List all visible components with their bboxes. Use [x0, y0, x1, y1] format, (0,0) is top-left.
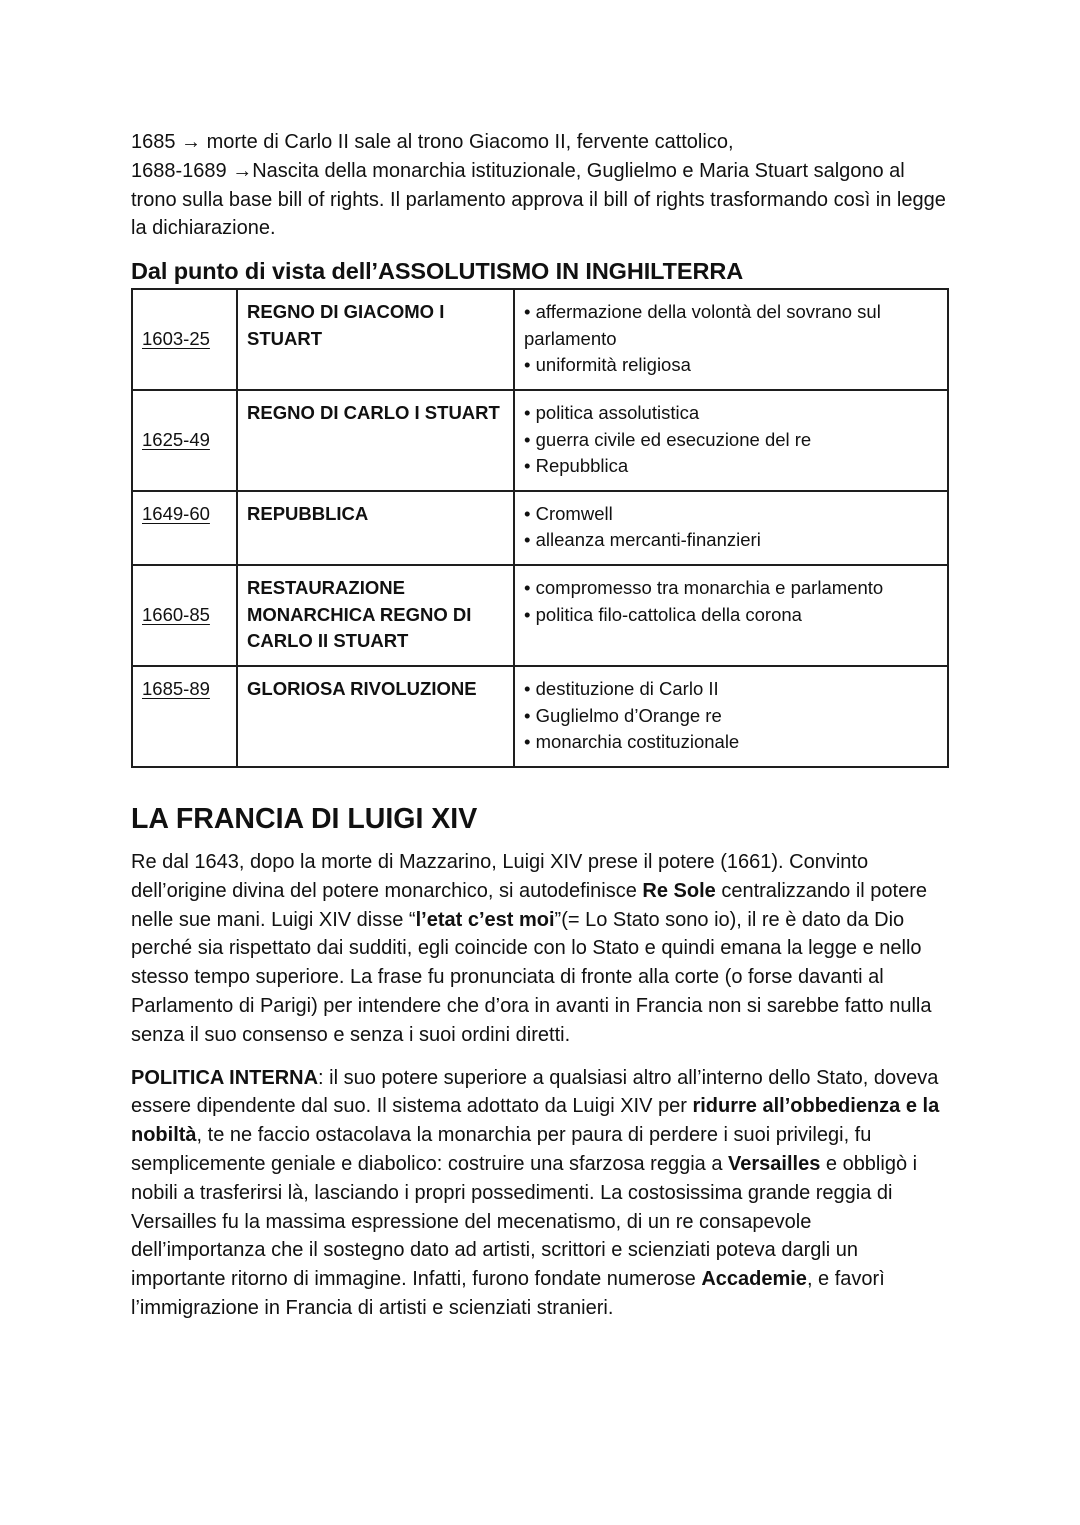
date-link[interactable]: 1625-49 [142, 428, 210, 450]
bullet-item: • alleanza mercanti-finanzieri [524, 529, 761, 551]
table-row [132, 666, 948, 767]
date-cell [132, 565, 237, 666]
period-title: RESTAURAZIONE MONARCHICA REGNO DI CARLO II STUART [247, 576, 472, 652]
bullet-item: • destituzione di Carlo II [524, 677, 719, 699]
text-run: centralizzando il potere nelle sue mani. Luigi XIV disse “ [131, 879, 927, 931]
bullet-item: • affermazione della volontà del sovrano sul parlamento [524, 301, 881, 349]
bullet-item: • Guglielmo d’Orange re [524, 704, 722, 726]
date-cell [132, 491, 237, 565]
intro-block [131, 128, 951, 243]
bullet-item: • compromesso tra monarchia e parlamento [524, 576, 884, 598]
notes-cell [514, 491, 948, 565]
bullet-item: • Repubblica [524, 455, 629, 477]
title-cell [237, 390, 514, 491]
table-row [132, 289, 948, 390]
intro-line-1688: 1688-1689 →Nascita della monarchia istituzionale, Guglielmo e Maria Stuart salgono al trono sulla base bill of rights. Il parlamento approva il bill of rights trasformando così in legge la dichiarazione. [131, 159, 946, 240]
table-row [132, 491, 948, 565]
table-row [132, 390, 948, 491]
bold-re-sole: Re Sole [642, 879, 716, 902]
bold-quote: l’etat c’est moi [415, 908, 555, 931]
period-title: REPUBBLICA [247, 502, 369, 524]
title-cell [237, 491, 514, 565]
period-title: REGNO DI GIACOMO I STUART [247, 301, 445, 349]
bullet-item: • politica assolutistica [524, 401, 700, 423]
period-title: REGNO DI CARLO I STUART [247, 401, 500, 423]
notes-cell [514, 289, 948, 390]
title-cell [237, 289, 514, 390]
notes-cell [514, 390, 948, 491]
paragraph-politica-interna [131, 1064, 951, 1323]
bullet-item: • uniformità religiosa [524, 354, 691, 376]
bold-ridurre: ridurre all’obbedienza e la nobiltà [131, 1095, 940, 1147]
section-title-francia: LA FRANCIA DI LUIGI XIV [131, 802, 478, 835]
text-run: ”(= Lo Stato sono io), il re è dato da Dio perché sia rispettato dai sudditi, egli coincide con lo Stato e quindi emana la legge e nello stesso tempo superiore. La frase fu pronunciata di fronte alla corte (o forse davanti al Parlamento di Parigi) per intendere che d’ora in avanti in Francia non si sarebbe fatto nulla senza il suo consenso e senza i suoi ordini diretti. [131, 908, 932, 1046]
document-page [131, 128, 951, 1323]
text-run: , te ne faccio ostacolava la monarchia per paura di perdere i suoi privilegi, fu semplicemente geniale e diabolico: costruire una sfarzosa reggia a [131, 1124, 872, 1175]
period-title: GLORIOSA RIVOLUZIONE [247, 677, 477, 699]
subheading-absolutism-england: Dal punto di vista dell’ASSOLUTISMO IN INGHILTERRA [131, 258, 744, 285]
intro-line-1685: 1685 → morte di Carlo II sale al trono Giacomo II, fervente cattolico, [131, 131, 734, 153]
date-cell [132, 289, 237, 390]
absolutism-timeline-table [131, 288, 949, 768]
text-run: , e favorì l’immigrazione in Francia di artisti e scienziati stranieri. [131, 1268, 885, 1319]
text-run: Re dal 1643, dopo la morte di Mazzarino, Luigi XIV prese il potere (1661). Convinto dell’origine divina del potere monarchico, si autodefinisce [131, 850, 869, 902]
text-run: : il suo potere superiore a qualsiasi altro all’interno dello Stato, doveva essere dipendente dal suo. Il sistema adottato da Luigi XIV per [131, 1066, 939, 1118]
text-run: e obbligò i nobili a trasferirsi là, lasciando i propri possedimenti. La costosissima grande reggia di Versailles fu la massima espressione del mecenatismo, di un re consapevole dell’importanza che il sostegno dato ad artisti, scrittori e scienziati poteva dargli un importante ritorno di immagine. Infatti, furono fondate numerose [131, 1152, 918, 1291]
date-cell [132, 390, 237, 491]
date-link[interactable]: 1603-25 [142, 327, 210, 349]
bullet-item: • guerra civile ed esecuzione del re [524, 428, 812, 450]
bullet-item: • monarchia costituzionale [524, 731, 740, 753]
notes-cell [514, 565, 948, 666]
bold-versailles: Versailles [728, 1152, 821, 1175]
title-cell [237, 666, 514, 767]
bold-politica-interna: POLITICA INTERNA [131, 1066, 319, 1089]
bold-accademie: Accademie [701, 1268, 807, 1291]
notes-cell [514, 666, 948, 767]
paragraph-luigi-xiv [131, 848, 951, 1050]
bullet-item: • Cromwell [524, 502, 613, 524]
date-link[interactable]: 1649-60 [142, 502, 210, 524]
table-row [132, 565, 948, 666]
date-link[interactable]: 1685-89 [142, 677, 210, 699]
date-cell [132, 666, 237, 767]
title-cell [237, 565, 514, 666]
bullet-item: • politica filo-cattolica della corona [524, 603, 802, 625]
date-link[interactable]: 1660-85 [142, 603, 210, 625]
